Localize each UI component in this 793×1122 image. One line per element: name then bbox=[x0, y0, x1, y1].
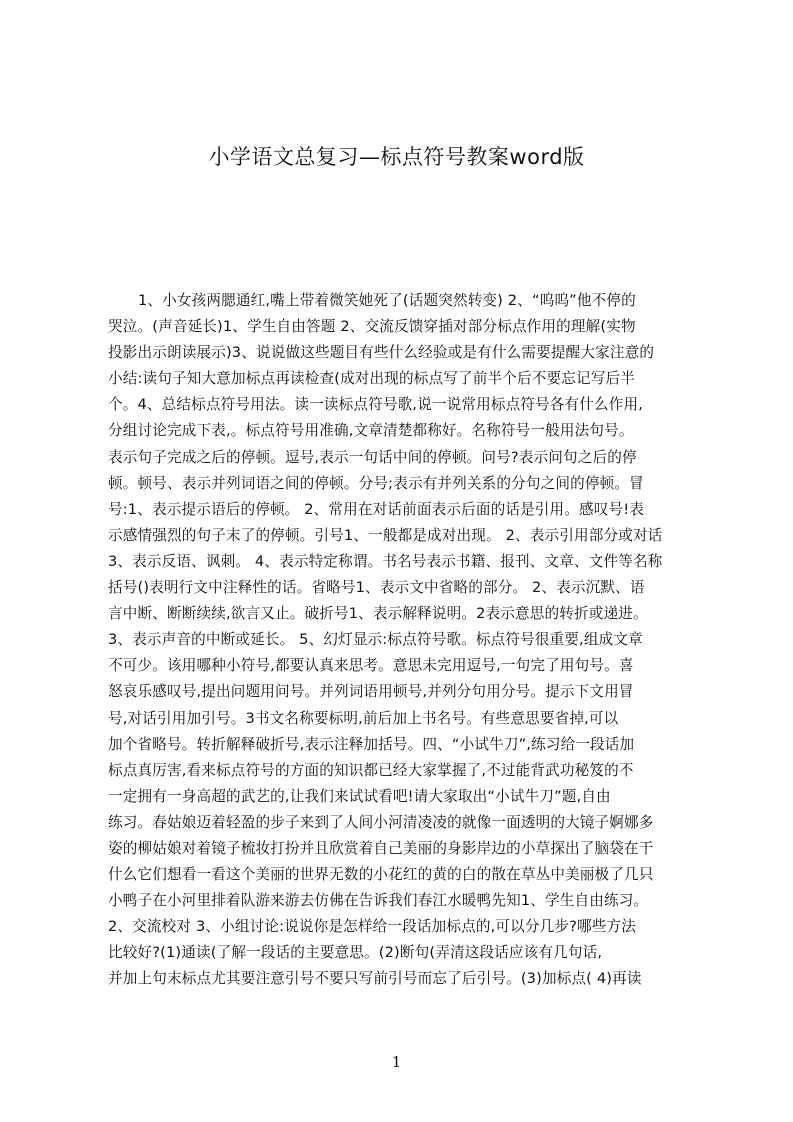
text-line: 号,对话引用加引号。3书文名称要标明,前后加上书名号。有些意思要省掉,可以 bbox=[108, 709, 619, 727]
page-title: 小学语文总复习—标点符号教案word版 bbox=[208, 145, 585, 169]
text-line: 一定拥有一身高超的武艺的,让我们来试试看吧!请大家取出“小试牛刀”题,自由 bbox=[108, 787, 611, 805]
text-line: 1、小女孩两腮通红,嘴上带着微笑她死了(话题突然转变) 2、“呜呜”他不停的 bbox=[138, 292, 636, 309]
text-line: 顿。顿号、表示并列词语之间的停顿。分号;表示有并列关系的分句之间的停顿。冒 bbox=[108, 474, 644, 492]
text-line: 什么它们想看一看这个美丽的世界无数的小花红的黄的白的散在草丛中美丽极了几只 bbox=[108, 866, 654, 884]
text-line: 3、表示声音的中断或延长。 5、幻灯显示:标点符号歌。标点符号很重要,组成文章 bbox=[108, 631, 643, 649]
text-line: 3、表示反语、讽刺。 4、表示特定称谓。书名号表示书籍、报刊、文章、文件等名称 bbox=[108, 552, 663, 570]
text-line: 表示句子完成之后的停顿。逗号,表示一句话中间的停顿。问号?表示问句之后的停 bbox=[108, 448, 637, 466]
text-line: 比较好?(1)通读(了解一段话的主要意思。(2)断句(弄清这段话应该有几句话, bbox=[108, 944, 603, 962]
body-text bbox=[108, 288, 700, 993]
text-line: 标点真厉害,看来标点符号的方面的知识都已经大家掌握了,不过能背武功秘笈的不 bbox=[108, 761, 634, 779]
text-line: 小结:读句子知大意加标点再读检查(成对出现的标点写了前半个后不要忘记写后半 bbox=[108, 370, 635, 388]
text-line: 加个省略号。转折解释破折号,表示注释加括号。四、“小试牛刀”,练习给一段话加 bbox=[108, 735, 635, 753]
text-line: 个。4、总结标点符号用法。读一读标点符号歌,说一说常用标点符号各有什么作用, bbox=[108, 396, 644, 414]
text-line: 示感情强烈的句子末了的停顿。引号1、一般都是成对出现。 2、表示引用部分或对话 bbox=[108, 526, 663, 544]
text-line: 小鸭子在小河里排着队游来游去仿佛在告诉我们春江水暖鸭先知1、学生自由练习。 bbox=[108, 892, 649, 910]
text-line: 并加上句末标点尤其要注意引号不要只写前引号而忘了后引号。(3)加标点( 4)再读 bbox=[108, 970, 642, 988]
text-line: 练习。春姑娘迈着轻盈的步子来到了人间小河清凌凌的就像一面透明的大镜子婀娜多 bbox=[108, 813, 654, 831]
text-line: 2、交流校对 3、小组讨论:说说你是怎样给一段话加标点的,可以分几步?哪些方法 bbox=[108, 918, 636, 936]
text-line: 言中断、断断续续,欲言又止。破折号1、表示解释说明。2表示意思的转折或递进。 bbox=[108, 605, 648, 623]
page-number: 1 bbox=[391, 1053, 402, 1071]
text-line: 不可少。该用哪种小符号,都要认真来思考。意思未完用逗号,一句完了用句号。喜 bbox=[108, 657, 634, 675]
text-line: 括号()表明行文中注释性的话。省略号1、表示文中省略的部分。 2、表示沉默、语 bbox=[108, 579, 645, 597]
text-line: 投影出示朗读展示)3、说说做这些题目有些什么经验或是有什么需要提醒大家注意的 bbox=[108, 344, 655, 362]
text-line: 姿的柳姑娘对着镜子梳妆打扮并且欣赏着自己美丽的身影岸边的小草探出了脑袋在干 bbox=[108, 839, 654, 857]
text-line: 号:1、表示提示语后的停顿。 2、常用在对话前面表示后面的话是引用。感叹号!表 bbox=[108, 500, 645, 518]
text-line: 哭泣。(声音延长)1、学生自由答题 2、交流反馈穿插对部分标点作用的理解(实物 bbox=[108, 318, 636, 336]
text-line: 怒哀乐感叹号,提出问题用问号。并列词语用顿号,并列分句用分号。提示下文用冒 bbox=[108, 683, 634, 701]
text-line: 分组讨论完成下表,。标点符号用准确,文章清楚都称好。名称符号一般用法句号。 bbox=[108, 422, 634, 440]
